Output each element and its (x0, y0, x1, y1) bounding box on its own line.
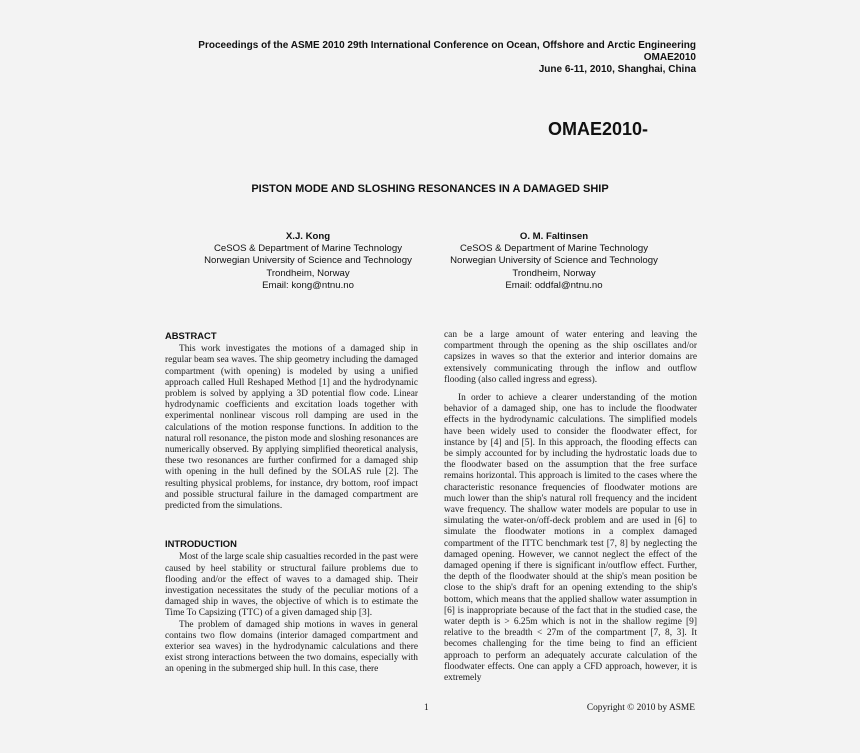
author-location: Trondheim, Norway (512, 267, 596, 279)
author-university: Norwegian University of Science and Technology (204, 255, 412, 267)
author-block-2 (434, 231, 674, 292)
abstract-text: This work investigates the motions of a damaged ship in regular beam sea waves. The ship geometry including the damaged compartment (with opening) is modeled by using a unified approach called Hull Reshaped Method [1] and the hydrodynamic problem is solved by applying a 3D potential flow code. Linear hydrodynamic coefficients and excitation loads together with experimental nonlinear viscous roll damping are used in the calculations of the motion response functions. In addition to the natural roll resonance, the piston mode and sloshing resonances are numerically observed. By applying simplified theoretical analysis, these two resonances are further confirmed for a damaged ship with opening in the hull defined by the SOLAS rule [2]. The resulting physical problems, for instance, dry bottom, roof impact and possible structural failure in the damaged compartment are predicted from the simulations. (165, 344, 418, 512)
copyright-notice: Copyright © 2010 by ASME (586, 703, 695, 713)
author-email: Email: oddfal@ntnu.no (505, 279, 603, 291)
author-affiliation: CeSOS & Department of Marine Technology (459, 243, 649, 255)
header-date-location: June 6-11, 2010, Shanghai, China (538, 64, 696, 75)
introduction-heading: INTRODUCTION (165, 538, 237, 550)
author-name: O. M. Faltinsen (519, 231, 589, 242)
author-affiliation: CeSOS & Department of Marine Technology (213, 243, 403, 255)
paper-id: OMAE2010- (547, 119, 648, 139)
right-paragraph-2: In order to achieve a clearer understanding of the motion behavior of a damaged ship, one has to include the floodwater effects in the hydrodynamic calculations. The simplified models have been widely used to consider the floodwater effect, for instance by [4] and [5]. In this approach, the flooding effects can be simply accounted for by including the hydrostatic loads due to the floodwater based on the assumption that the free surface remains horizontal. This approach is limited to the cases where the characteristic resonance frequencies of floodwater motions are much lower than the ship's natural roll frequency and the incident wave frequency. The shallow water models are popular to use in simulating the water-on/off-deck problem and are used in [6] to simulate the floodwater motions in a complex damaged compartment of the ITTC benchmark test [7, 8] by neglecting the damaged opening. However, we cannot neglect the effect of the damaged opening if there is significant in/outflow effect. Further, the depth of the floodwater should at the ship's mean position be close to the ship's draft for an opening extending to the ship's bottom, which means that the applied shallow water assumption in [6] is inappropriate because of the fact that in the studied case, the water depth is > 6.25m which is not in the shallow regime [9] relative to the breadth < 27m of the compartment [7, 8, 3]. It becomes challenging for the time being to find an efficient approach to perform an adequately accurate calculation of the floodwater effects. One can apply a CFD approach, however, it is extremely (444, 393, 697, 684)
right-column (444, 330, 697, 684)
left-column (165, 330, 418, 676)
header-conference: Proceedings of the ASME 2010 29th International Conference on Ocean, Offshore and Arctic Engineering (198, 40, 696, 51)
author-location: Trondheim, Norway (266, 267, 350, 279)
abstract-heading: ABSTRACT (165, 330, 217, 341)
author-block-1 (188, 231, 428, 292)
header-omae: OMAE2010 (643, 52, 696, 63)
introduction-paragraph-2: The problem of damaged ship motions in waves in general contains two flow domains (interior damaged compartment and exterior sea waves) in the hydrodynamic calculations and there exist strong interactions between the two domains, especially with an opening in the submerged ship hull. In this case, there (165, 619, 418, 675)
introduction-paragraph-1: Most of the large scale ship casualties recorded in the past were caused by heel stability or structural failure problems due to flooding and/or the effect of waves to a damaged ship. Their investigation necessitates the study of the peculiar motions of a damaged ship in waves, the objective of which is to estimate the Time To Capsizing (TTC) of a given damaged ship [3]. (165, 552, 418, 619)
author-university: Norwegian University of Science and Technology (450, 255, 658, 267)
paper-title: PISTON MODE AND SLOSHING RESONANCES IN A DAMAGED SHIP (251, 183, 609, 195)
proceedings-header (198, 40, 696, 76)
right-paragraph-1: can be a large amount of water entering and leaving the compartment through the opening as the ship oscillates and/or capsizes in waves so that the exterior and interior domains are extensively communicating through the inflow and outflow flooding (also called ingress and egress). (444, 330, 697, 385)
author-email: Email: kong@ntnu.no (262, 279, 354, 291)
author-name: X.J. Kong (285, 231, 331, 242)
page-number: 1 (424, 703, 429, 713)
